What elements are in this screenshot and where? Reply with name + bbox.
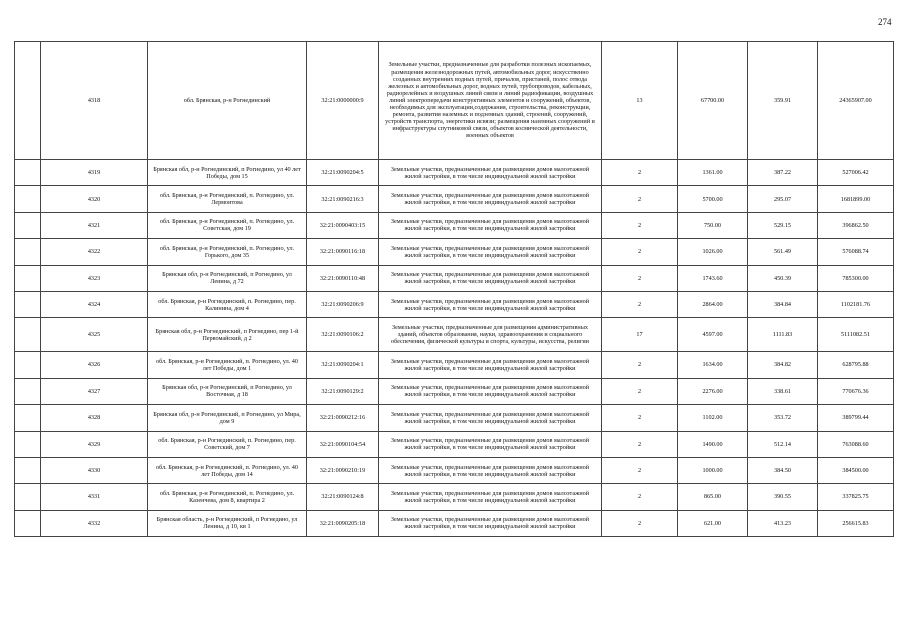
area-cell: 1361.00: [678, 160, 748, 186]
land-use-cell: Земельные участки, предназначенные для размещения домов малоэтажной жилой застройки, в том числе индивидуальной жилой застройки: [379, 484, 602, 510]
address-cell: Брянская обл, р-н Рогнединский, п Рогнедино, ул Мира, дом 9: [148, 405, 307, 431]
row-spacer-cell: [15, 405, 41, 431]
row-number-cell: 4326: [41, 352, 148, 378]
area-cell: 1026.00: [678, 239, 748, 265]
cadastral-value-table: [14, 41, 894, 537]
cadastral-number-cell: 32:21:0090216:3: [307, 186, 379, 212]
land-use-cell: Земельные участки, предназначенные для размещения домов малоэтажной жилой застройки, в том числе индивидуальной жилой застройки: [379, 510, 602, 536]
table-row: [15, 291, 894, 317]
group-number-cell: 2: [602, 239, 678, 265]
cadastral-value-cell: 785300.00: [818, 265, 894, 291]
cadastral-number-cell: 32:21:0090403:15: [307, 212, 379, 238]
row-number-cell: 4323: [41, 265, 148, 291]
row-spacer-cell: [15, 484, 41, 510]
page-number: 274: [878, 17, 892, 27]
area-cell: 2864.00: [678, 291, 748, 317]
land-use-cell: Земельные участки, предназначенные для размещения домов малоэтажной жилой застройки, в том числе индивидуальной жилой застройки: [379, 239, 602, 265]
address-cell: обл. Брянская, р-н Рогнединский, п. Рогнедино, пер. Калинина, дом 4: [148, 291, 307, 317]
cadastral-number-cell: 32:21:0000000:9: [307, 42, 379, 160]
row-number-cell: 4320: [41, 186, 148, 212]
land-use-cell: Земельные участки, предназначенные для размещения домов малоэтажной жилой застройки, в том числе индивидуальной жилой застройки: [379, 291, 602, 317]
land-use-cell: Земельные участки, предназначенные для размещения домов малоэтажной жилой застройки, в том числе индивидуальной жилой застройки: [379, 405, 602, 431]
area-cell: 865.00: [678, 484, 748, 510]
table-row: [15, 265, 894, 291]
table-row: [15, 378, 894, 404]
land-use-cell: Земельные участки, предназначенные для размещения домов малоэтажной жилой застройки, в том числе индивидуальной жилой застройки: [379, 160, 602, 186]
table-row: [15, 318, 894, 352]
row-spacer-cell: [15, 265, 41, 291]
table-row: [15, 352, 894, 378]
table-row: [15, 431, 894, 457]
cadastral-number-cell: 32:21:0090104:54: [307, 431, 379, 457]
group-number-cell: 2: [602, 457, 678, 483]
land-use-cell: Земельные участки, предназначенные для размещения домов малоэтажной жилой застройки, в том числе индивидуальной жилой застройки: [379, 352, 602, 378]
address-cell: обл. Брянская, р-н Рогнединский, п. Рогнедино, ул. Лермонтова: [148, 186, 307, 212]
land-use-cell: Земельные участки, предназначенные для размещения домов малоэтажной жилой застройки, в том числе индивидуальной жилой застройки: [379, 212, 602, 238]
group-number-cell: 2: [602, 291, 678, 317]
specific-value-cell: 353.72: [748, 405, 818, 431]
cadastral-value-cell: 1102181.76: [818, 291, 894, 317]
row-spacer-cell: [15, 510, 41, 536]
row-spacer-cell: [15, 42, 41, 160]
cadastral-value-cell: 384500.00: [818, 457, 894, 483]
area-cell: 621.00: [678, 510, 748, 536]
land-use-cell: Земельные участки, предназначенные для размещения домов малоэтажной жилой застройки, в том числе индивидуальной жилой застройки: [379, 457, 602, 483]
cadastral-value-cell: 5111082.51: [818, 318, 894, 352]
cadastral-value-cell: 396862.50: [818, 212, 894, 238]
group-number-cell: 2: [602, 484, 678, 510]
group-number-cell: 2: [602, 212, 678, 238]
group-number-cell: 2: [602, 265, 678, 291]
address-cell: обл. Брянская, р-н Рогнединский, п. Рогнедино, ул. Горького, дом 35: [148, 239, 307, 265]
area-cell: 1102.00: [678, 405, 748, 431]
area-cell: 4597.00: [678, 318, 748, 352]
specific-value-cell: 390.55: [748, 484, 818, 510]
row-number-cell: 4319: [41, 160, 148, 186]
row-spacer-cell: [15, 239, 41, 265]
row-spacer-cell: [15, 378, 41, 404]
specific-value-cell: 450.39: [748, 265, 818, 291]
row-spacer-cell: [15, 160, 41, 186]
cadastral-value-cell: 576088.74: [818, 239, 894, 265]
land-use-cell: Земельные участки, предназначенные для размещения домов малоэтажной жилой застройки, в том числе индивидуальной жилой застройки: [379, 431, 602, 457]
address-cell: Брянская обл, р-н Рогнединский, п Рогнедино, пер 1-й Первомайский, д 2: [148, 318, 307, 352]
land-use-cell: Земельные участки, предназначенные для размещения домов малоэтажной жилой застройки, в том числе индивидуальной жилой застройки: [379, 265, 602, 291]
group-number-cell: 2: [602, 431, 678, 457]
table-row: [15, 239, 894, 265]
row-spacer-cell: [15, 291, 41, 317]
specific-value-cell: 529.15: [748, 212, 818, 238]
cadastral-value-cell: 628795.88: [818, 352, 894, 378]
address-cell: обл. Брянская, р-н Рогнединский, п. Рогнедино, ул. 40 лет Победы, дом 1: [148, 352, 307, 378]
group-number-cell: 2: [602, 378, 678, 404]
row-number-cell: 4329: [41, 431, 148, 457]
cadastral-number-cell: 32:21:0090106:2: [307, 318, 379, 352]
address-cell: обл. Брянская, р-н Рогнединский, п. Рогнедино, ул. Казенчева, дом 8, квартира 2: [148, 484, 307, 510]
cadastral-number-cell: 32:21:0090205:18: [307, 510, 379, 536]
row-number-cell: 4331: [41, 484, 148, 510]
area-cell: 1490.00: [678, 431, 748, 457]
address-cell: Брянская обл, р-н Рогнединский, п Рогнедино, ул Ленина, д 72: [148, 265, 307, 291]
row-spacer-cell: [15, 212, 41, 238]
address-cell: обл. Брянская, р-н Рогнединский: [148, 42, 307, 160]
cadastral-number-cell: 32:21:0090129:2: [307, 378, 379, 404]
cadastral-number-cell: 32:21:0090124:8: [307, 484, 379, 510]
specific-value-cell: 1111.83: [748, 318, 818, 352]
address-cell: обл. Брянская, р-н Рогнединский, п. Рогнедино, пер. Советский, дом 7: [148, 431, 307, 457]
specific-value-cell: 338.61: [748, 378, 818, 404]
row-spacer-cell: [15, 457, 41, 483]
table-row: [15, 160, 894, 186]
row-number-cell: 4332: [41, 510, 148, 536]
group-number-cell: 2: [602, 186, 678, 212]
group-number-cell: 2: [602, 510, 678, 536]
land-use-cell: Земельные участки, предназначенные для разработки полезных ископаемых, размещения железнодорожных путей, автомобильных дорог, искусственно созданных внутренних водных путей, причалов, пристаней, полос отвода железных и автомобильных дорог, водных путей, трубопроводов, кабельных, радиорелейных и воздушных линий связи и линий радиофикации, воздушных линий электропередачи конструктивных элементов и сооружений, объектов, необходимых для эксплуатации,содержания, строительства, реконструкции, ремонта, развития наземных и подземных зданий, строений, сооружений, устройств транспорта, энергетики исвязи; размещения наземных сооружений и инфраструктуры спутниковой связи, объектов космической деятельности, военных объектов: [379, 42, 602, 160]
cadastral-number-cell: 32:21:0090110:48: [307, 265, 379, 291]
area-cell: 67700.00: [678, 42, 748, 160]
row-number-cell: 4318: [41, 42, 148, 160]
row-spacer-cell: [15, 352, 41, 378]
cadastral-value-cell: 1681899.00: [818, 186, 894, 212]
cadastral-number-cell: 32:21:0090210:19: [307, 457, 379, 483]
cadastral-value-cell: 24365907.00: [818, 42, 894, 160]
cadastral-value-cell: 389799.44: [818, 405, 894, 431]
group-number-cell: 2: [602, 405, 678, 431]
specific-value-cell: 512.14: [748, 431, 818, 457]
specific-value-cell: 295.07: [748, 186, 818, 212]
table-row: [15, 186, 894, 212]
table-row: [15, 510, 894, 536]
cadastral-value-cell: 763088.60: [818, 431, 894, 457]
group-number-cell: 17: [602, 318, 678, 352]
specific-value-cell: 413.23: [748, 510, 818, 536]
address-cell: Брянская обл, р-н Рогнединский, п Рогнедино, ул Восточная, д 18: [148, 378, 307, 404]
address-cell: Брянская обл, р-н Рогнединский, п Рогнедино, ул 40 лет Победы, дом 15: [148, 160, 307, 186]
address-cell: обл. Брянская, р-н Рогнединский, п. Рогнедино, ул. Советская, дом 19: [148, 212, 307, 238]
specific-value-cell: 561.49: [748, 239, 818, 265]
table-row: [15, 457, 894, 483]
table-row: [15, 212, 894, 238]
cadastral-number-cell: 32:21:0090212:16: [307, 405, 379, 431]
area-cell: 750.00: [678, 212, 748, 238]
row-number-cell: 4324: [41, 291, 148, 317]
group-number-cell: 2: [602, 160, 678, 186]
row-spacer-cell: [15, 186, 41, 212]
area-cell: 5700.00: [678, 186, 748, 212]
area-cell: 1743.60: [678, 265, 748, 291]
cadastral-number-cell: 32:21:0090204:1: [307, 352, 379, 378]
cadastral-value-cell: 256615.83: [818, 510, 894, 536]
area-cell: 1634.00: [678, 352, 748, 378]
specific-value-cell: 384.84: [748, 291, 818, 317]
row-number-cell: 4327: [41, 378, 148, 404]
land-use-cell: Земельные участки, предназначенные для размещения административных зданий, объектов образования, науки, здравоохранения и социального обеспечения, физической культуры и спорта, культуры, искусства, религии: [379, 318, 602, 352]
row-spacer-cell: [15, 318, 41, 352]
land-use-cell: Земельные участки, предназначенные для размещения домов малоэтажной жилой застройки, в том числе индивидуальной жилой застройки: [379, 186, 602, 212]
area-cell: 2276.00: [678, 378, 748, 404]
address-cell: Брянская область, р-н Рогнединский, п Рогнедино, ул Ленина, д 10, кв 1: [148, 510, 307, 536]
group-number-cell: 2: [602, 352, 678, 378]
specific-value-cell: 384.82: [748, 352, 818, 378]
specific-value-cell: 384.50: [748, 457, 818, 483]
area-cell: 1000.00: [678, 457, 748, 483]
row-number-cell: 4322: [41, 239, 148, 265]
specific-value-cell: 359.91: [748, 42, 818, 160]
address-cell: обл. Брянская, р-н Рогнединский, п. Рогнедино, ул. 40 лет Победы, дом 14: [148, 457, 307, 483]
table-row: [15, 484, 894, 510]
cadastral-value-cell: 337825.75: [818, 484, 894, 510]
row-spacer-cell: [15, 431, 41, 457]
cadastral-number-cell: 32:21:0090206:9: [307, 291, 379, 317]
land-use-cell: Земельные участки, предназначенные для размещения домов малоэтажной жилой застройки, в том числе индивидуальной жилой застройки: [379, 378, 602, 404]
row-number-cell: 4321: [41, 212, 148, 238]
cadastral-number-cell: 32:21:0090116:18: [307, 239, 379, 265]
cadastral-value-cell: 527006.42: [818, 160, 894, 186]
row-number-cell: 4330: [41, 457, 148, 483]
table-row: [15, 405, 894, 431]
cadastral-value-cell: 770676.36: [818, 378, 894, 404]
specific-value-cell: 387.22: [748, 160, 818, 186]
row-number-cell: 4325: [41, 318, 148, 352]
group-number-cell: 13: [602, 42, 678, 160]
row-number-cell: 4328: [41, 405, 148, 431]
table-row: [15, 42, 894, 160]
cadastral-number-cell: 32:21:0090204:5: [307, 160, 379, 186]
